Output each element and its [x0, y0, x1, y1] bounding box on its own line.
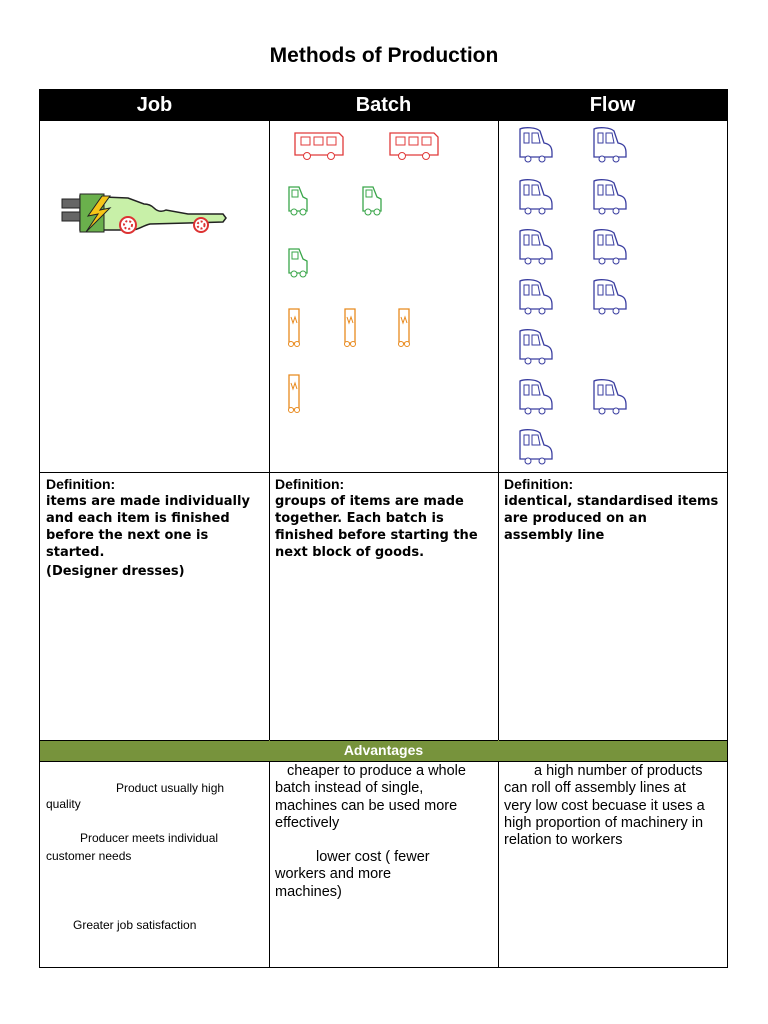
header-job: Job: [136, 94, 173, 116]
production-methods-table: [39, 89, 728, 968]
batch-vehicles-illustration: [269, 121, 498, 472]
divider-mask: [269, 740, 270, 761]
van-icon: [289, 187, 307, 215]
definition-label: Definition:: [46, 476, 116, 492]
page-title: Methods of Production: [269, 44, 499, 67]
advantage-line: cheaper to produce a whole: [287, 763, 466, 779]
advantage-line: a high number of products: [534, 763, 703, 779]
advantage-line: can roll off assembly lines at: [504, 780, 686, 797]
car-icon: [594, 280, 626, 314]
job-advantage: Producer meets individual: [80, 831, 219, 845]
job-advantage: quality: [46, 797, 81, 811]
batch-advantages: [275, 763, 495, 901]
car-icon: [594, 380, 626, 414]
advantage-line: workers and more: [275, 866, 392, 883]
definition-line: assembly line: [504, 528, 605, 543]
row-divider: [40, 740, 727, 741]
car-icon: [520, 180, 552, 214]
flow-advantages: [504, 763, 726, 849]
truck-icon: [289, 309, 300, 347]
advantage-line: effectively: [275, 814, 340, 831]
truck-icon: [289, 375, 300, 413]
job-advantage: Product usually high: [116, 781, 225, 795]
advantages-bar: Advantages: [40, 740, 727, 761]
definition-line: items are made individually: [46, 494, 250, 509]
header-batch: Batch: [355, 94, 412, 116]
truck-icon: [345, 309, 356, 347]
car-icon: [594, 180, 626, 214]
definition-line: (Designer dresses): [46, 564, 185, 579]
advantage-line: relation to workers: [504, 832, 623, 849]
car-icon: [520, 380, 552, 414]
batch-definition: [275, 476, 493, 561]
advantage-line: very low cost becuase it uses a: [504, 797, 705, 814]
row-divider: [40, 472, 727, 473]
job-definition: [46, 476, 264, 580]
flow-cars-illustration: [498, 121, 727, 472]
van-icon: [289, 249, 307, 277]
advantage-line: lower cost ( fewer: [316, 849, 430, 866]
definition-line: and each item is finished: [46, 511, 230, 526]
definition-line: before the next one is: [46, 528, 209, 543]
row-divider: [40, 761, 727, 762]
car-icon: [520, 280, 552, 314]
van-icon: [363, 187, 381, 215]
car-icon: [520, 128, 552, 162]
definition-line: together. Each batch is: [275, 511, 444, 526]
car-icon: [594, 230, 626, 264]
divider-mask: [498, 740, 499, 761]
advantage-line: machines): [275, 883, 342, 900]
definition-line: are produced on an: [504, 511, 647, 526]
definition-line: next block of goods.: [275, 545, 425, 560]
definition-line: groups of items are made: [275, 494, 464, 509]
bus-icon: [295, 133, 343, 160]
advantage-line: high proportion of machinery in: [504, 814, 704, 831]
advantage-line: batch instead of single,: [275, 780, 424, 797]
flow-definition: [504, 476, 724, 544]
advantage-line: machines can be used more: [275, 797, 458, 814]
definition-line: identical, standardised items: [504, 494, 719, 509]
definition-label: Definition:: [504, 476, 574, 492]
definition-label: Definition:: [275, 476, 345, 492]
car-icon: [520, 230, 552, 264]
header-row: [40, 90, 727, 121]
bus-icon: [390, 133, 438, 160]
job-advantage: customer needs: [46, 849, 132, 863]
car-icon: [520, 330, 552, 364]
definition-line: finished before starting the: [275, 528, 478, 543]
race-car-illustration: [58, 190, 230, 236]
car-icon: [594, 128, 626, 162]
truck-icon: [399, 309, 410, 347]
header-flow: Flow: [589, 94, 636, 116]
definition-line: started.: [46, 545, 105, 560]
car-icon: [520, 430, 552, 464]
job-advantage: Greater job satisfaction: [73, 918, 197, 932]
